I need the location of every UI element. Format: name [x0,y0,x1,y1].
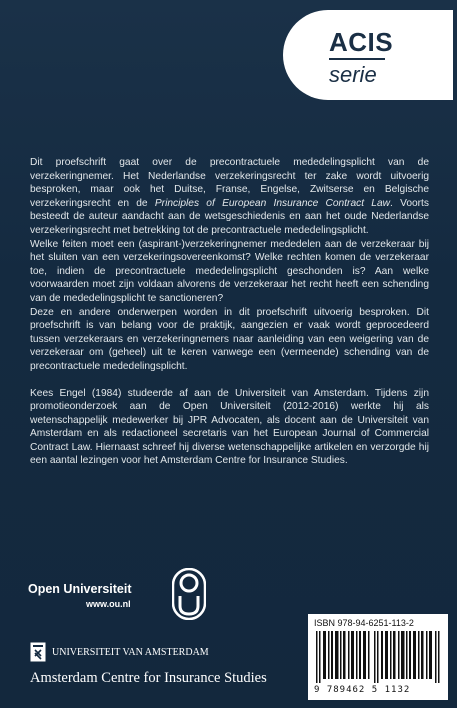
blurb-paragraph-3: Deze en andere onderwerpen worden in dit proefschrift uitvoerig besproken. Dit proefschrift is van belang voor de praktijk, aangezien er vaak wordt geprocedeerd tussen verzekeraars en verzekeringnemers naar aanleiding van een weigering van de verzekeraar om (geheel) uit te keren vanwege een (vermeende) schending van de precontractuele mededelingsplicht. [30,306,429,372]
ou-url: www.ou.nl [86,599,131,609]
isbn-label: ISBN 978-94-6251-113-2 [314,618,414,628]
open-universiteit-logo [28,568,228,618]
badge-serie: serie [329,62,377,87]
badge-acis: ACIS [329,27,394,57]
author-bio: Kees Engel (1984) studeerde af aan de Universiteit van Amsterdam. Tijdens zijn promotieonderzoek aan de Open Universiteit (2012-2016) werkte hij als wetenschappelijk medewerker bij JPR Advocaten, als docent aan de Universiteit van Amsterdam en als redactioneel secretaris van het European Journal of Commercial Contract Law. Hiernaast schreef hij diverse wetenschappelijke artikelen en verzorgde hij een aantal lezingen voor het Amsterdam Centre for Insurance Studies. [30,387,429,467]
badge-rule [329,58,385,60]
blurb-text [30,156,429,468]
uva-logo [30,642,290,666]
acis-serie-badge [283,10,453,100]
acis-name: Amsterdam Centre for Insurance Studies [30,670,267,686]
uva-name: UNIVERSITEIT VAN AMSTERDAM [52,647,209,658]
barcode-digits: 9 789462 5 1132 [314,685,411,695]
blurb-paragraph-1: Dit proefschrift gaat over de precontractuele mededelingsplicht van de verzekeringnemer. Het Nederlandse verzekeringsrecht ter zake wordt uitvoerig besproken, maar ook het Duitse, Franse, Engelse, Zwitserse en Belgische verzekeringsrecht en de Principles of European Insurance Contract Law. Voorts besteedt de auteur aandacht aan de wetsgeschiedenis en aan het oude Nederlandse verzekeringsrecht met betrekking tot de precontractuele mededelingsplicht. [30,157,429,236]
uva-seal-icon [30,642,46,662]
blurb-paragraph-2: Welke feiten moet een (aspirant-)verzekeringnemer mededelen aan de verzekeraar bij het sluiten van een verzekeringsovereenkomst? Welke rechten komen de verzekeraar toe, indien de precontractuele mededelingsplicht geschonden is? Aan welke voorwaarden moet zijn voldaan alvorens de verzekeraar het recht heeft een schending van de mededelingsplicht te sanctioneren? [30,238,429,304]
ou-name: Open Universiteit [28,582,132,596]
barcode-icon [316,631,440,683]
ou-logo-icon [172,568,206,620]
isbn-barcode [308,614,448,700]
